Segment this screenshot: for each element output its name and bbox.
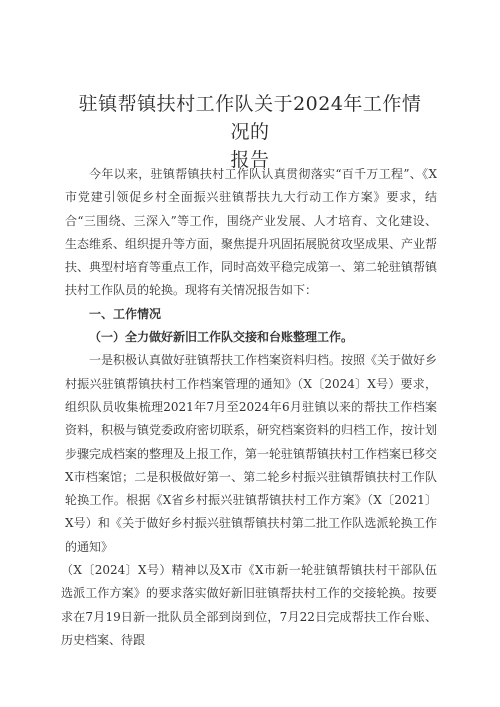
- title-line-1: 驻镇帮镇扶村工作队关于2024年工作情况的: [78, 93, 422, 143]
- body-paragraph-continued: （X〔2024〕X号）精神以及X市《X市新一轮驻镇帮镇扶村干部队伍选派工作方案》的要求落实做好新旧驻镇帮扶村工作的交接轮换。按要求在7月19日新一批队员全部到岗到位，7月22日完成帮扶工作台账、历史档案、待跟: [61, 563, 437, 647]
- document-title: [70, 90, 430, 174]
- intro-paragraph: 今年以来，驻镇帮镇扶村工作队认真贯彻落实“百千万工程”、《X市党建引领促乡村全面振兴驻镇帮扶九大行动工作方案》要求，结合“三围绕、三深入”等工作，围绕产业发展、人才培育、文化建设、生态维系、组织提升等方面，聚焦提升巩固拓展脱贫攻坚成果、产业帮扶、典型村培育等重点工作，同时高效平稳完成第一、第二轮驻镇帮镇扶村工作队员的轮换。现将有关情况报告如下：: [65, 167, 438, 298]
- title-line-2: 报告: [230, 149, 270, 171]
- document-body: [61, 163, 438, 652]
- body-paragraph: 一是积极认真做好驻镇帮扶工作档案资料归档。按照《关于做好乡村振兴驻镇帮镇扶村工作档案管理的通知》（X〔2024〕X号）要求，组织队员收集梳理2021年7月至2024年6月驻镇以来的帮扶工作档案资料，积极与镇党委政府密切联系，研究档案资料的归档工作，按计划步骤完成档案的整理及上报工作，第一轮驻镇帮镇扶村工作档案已移交X市档案馆；二是积极做好第一、第二轮乡村振兴驻镇帮镇扶村工作队轮换工作。根据《X省乡村振兴驻镇帮镇扶村工作方案》（X〔2021〕X号）和《关于做好乡村振兴驻镇帮镇扶村第二批工作队选派轮换工作的通知》: [65, 353, 438, 554]
- section-heading: 一、工作情况: [89, 306, 162, 321]
- subsection-heading: （一）全力做好新旧工作队交接和台账整理工作。: [89, 330, 354, 345]
